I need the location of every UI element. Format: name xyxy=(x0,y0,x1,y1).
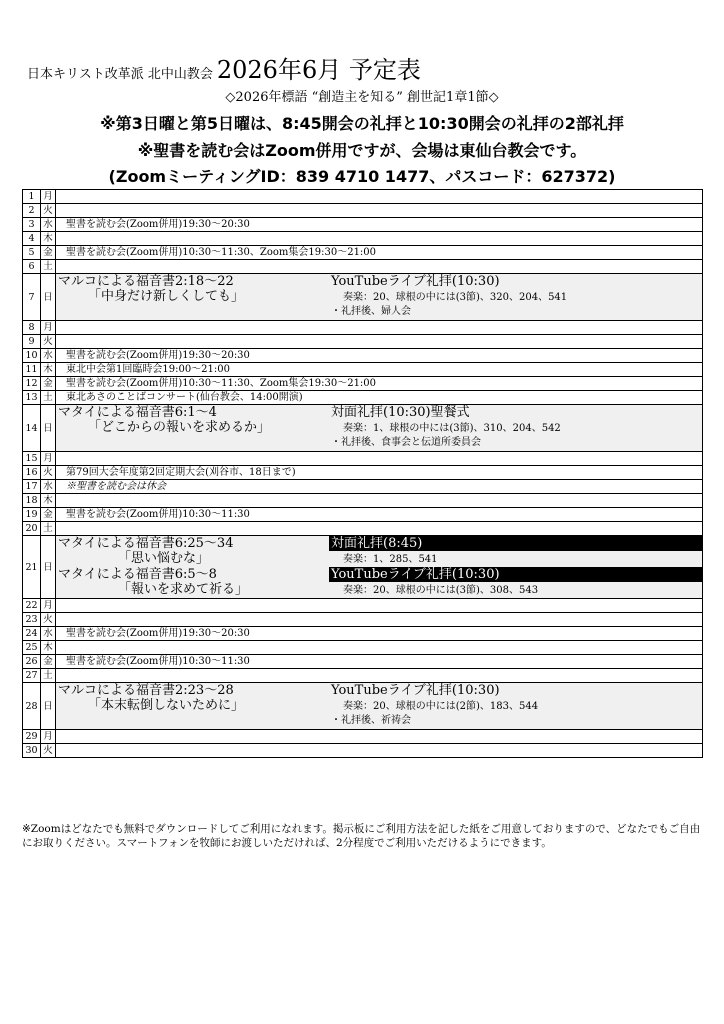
sunday-service-box xyxy=(56,274,702,320)
weekday-cell: 木 xyxy=(41,641,56,655)
service-heading: 対面礼拝(8:45) xyxy=(329,536,703,551)
table-row xyxy=(23,190,703,204)
table-row xyxy=(23,641,703,655)
weekday-cell: 日 xyxy=(41,274,56,321)
table-row xyxy=(23,669,703,683)
table-row xyxy=(23,246,703,260)
day-cell: 19 xyxy=(23,508,41,522)
sunday-service-box xyxy=(56,683,702,729)
notice-bible-study: ※聖書を読む会はZoom併用ですが、会場は東仙台教会です。 xyxy=(137,141,587,160)
weekday-cell: 日 xyxy=(41,536,56,599)
day-cell: 22 xyxy=(23,599,41,613)
day-cell: 16 xyxy=(23,466,41,480)
day-cell: 24 xyxy=(23,627,41,641)
weekday-cell: 土 xyxy=(41,391,56,405)
table-row xyxy=(23,655,703,669)
day-cell: 28 xyxy=(23,683,41,730)
table-row xyxy=(23,613,703,627)
table-row xyxy=(23,218,703,232)
event-cell: ※聖書を読む会は休会 xyxy=(56,480,703,494)
table-row xyxy=(23,232,703,246)
footer-note: ※Zoomはどなたでも無料でダウンロードしてご利用になれます。掲示板にご利用方法を記した紙をご用意しておりますので、どなたでもご自由にお取りください。スマートフォンを牧師にお渡しいただければ、2分程度でご利用いただけるようにできます。 xyxy=(22,823,701,849)
day-cell: 14 xyxy=(23,405,41,452)
weekday-cell: 火 xyxy=(41,613,56,627)
scripture-reference: マルコによる福音書2:18～22 xyxy=(58,274,234,289)
day-cell: 18 xyxy=(23,494,41,508)
notice-zoom-id: (ZoomミーティングID：839 4710 1477、パスコード：627372) xyxy=(108,167,616,186)
day-cell: 29 xyxy=(23,730,41,744)
service-heading: YouTubeライブ礼拝(10:30) xyxy=(331,274,500,289)
table-row xyxy=(23,321,703,335)
event-cell: 東北中会第1回臨時会19:00～21:00 xyxy=(56,363,703,377)
weekday-cell: 金 xyxy=(41,655,56,669)
table-row xyxy=(23,452,703,466)
day-cell: 13 xyxy=(23,391,41,405)
table-row xyxy=(23,522,703,536)
event-cell xyxy=(56,204,703,218)
sunday-service-box xyxy=(56,536,702,598)
event-cell xyxy=(56,321,703,335)
event-cell xyxy=(56,190,703,204)
table-row xyxy=(23,599,703,613)
event-cell xyxy=(56,641,703,655)
service-heading: YouTubeライブ礼拝(10:30) xyxy=(329,567,703,582)
event-cell xyxy=(56,232,703,246)
weekday-cell: 金 xyxy=(41,246,56,260)
day-cell: 2 xyxy=(23,204,41,218)
sunday-service-box xyxy=(56,405,702,451)
day-cell: 1 xyxy=(23,190,41,204)
service-heading: YouTubeライブ礼拝(10:30) xyxy=(331,683,500,698)
day-cell: 30 xyxy=(23,744,41,758)
event-cell: 東北あさのことばコンサート(仙台教会、14:00開演) xyxy=(56,391,703,405)
weekday-cell: 日 xyxy=(41,405,56,452)
weekday-cell: 金 xyxy=(41,508,56,522)
weekday-cell: 月 xyxy=(41,599,56,613)
day-cell: 20 xyxy=(23,522,41,536)
weekday-cell: 土 xyxy=(41,669,56,683)
service-heading: 対面礼拝(10:30)聖餐式 xyxy=(331,405,470,420)
event-cell: 聖書を読む会(Zoom併用)10:30～11:30、Zoom集会19:30～21:00 xyxy=(56,377,703,391)
event-cell xyxy=(56,494,703,508)
day-cell: 11 xyxy=(23,363,41,377)
table-row xyxy=(23,260,703,274)
event-cell: 聖書を読む会(Zoom併用)10:30～11:30 xyxy=(56,655,703,669)
hymn-list: 奏楽：20、球根の中には(3節)、308、543 xyxy=(343,585,539,596)
day-cell: 12 xyxy=(23,377,41,391)
sunday-service-cell xyxy=(56,536,703,599)
weekday-cell: 水 xyxy=(41,218,56,232)
table-row xyxy=(23,391,703,405)
weekday-cell: 火 xyxy=(41,466,56,480)
event-cell: 聖書を読む会(Zoom併用)10:30～11:30 xyxy=(56,508,703,522)
sermon-title: 「中身だけ新しくしても」 xyxy=(88,289,245,304)
weekday-cell: 水 xyxy=(41,627,56,641)
weekday-cell: 月 xyxy=(41,190,56,204)
weekday-cell: 木 xyxy=(41,494,56,508)
day-cell: 7 xyxy=(23,274,41,321)
sunday-service-cell xyxy=(56,683,703,730)
weekday-cell: 火 xyxy=(41,204,56,218)
event-cell: 聖書を読む会(Zoom併用)19:30～20:30 xyxy=(56,349,703,363)
table-row xyxy=(23,204,703,218)
day-cell: 10 xyxy=(23,349,41,363)
weekday-cell: 火 xyxy=(41,335,56,349)
weekday-cell: 土 xyxy=(41,522,56,536)
event-cell xyxy=(56,730,703,744)
weekday-cell: 水 xyxy=(41,349,56,363)
weekday-cell: 木 xyxy=(41,363,56,377)
year-motto: ◇2026年標語 “創造主を知る” 創世記1章1節◇ xyxy=(225,90,499,105)
day-cell: 5 xyxy=(23,246,41,260)
hymn-list: 奏楽：20、球根の中には(3節)、320、204、541 xyxy=(343,292,568,303)
scripture-reference: マルコによる福音書2:23～28 xyxy=(58,683,234,698)
day-cell: 27 xyxy=(23,669,41,683)
weekday-cell: 水 xyxy=(41,480,56,494)
table-row xyxy=(23,335,703,349)
table-row xyxy=(23,349,703,363)
scripture-reference: マタイによる福音書6:5～8 xyxy=(58,567,217,582)
sermon-title: 「本末転倒しないために」 xyxy=(88,698,245,713)
scripture-reference: マタイによる福音書6:25～34 xyxy=(58,536,234,551)
day-cell: 6 xyxy=(23,260,41,274)
sermon-title: 「報いを求めて祈る」 xyxy=(118,582,249,597)
event-cell: 第79回大会年度第2回定期大会(刈谷市、18日まで) xyxy=(56,466,703,480)
hymn-list: 奏楽：1、285、541 xyxy=(343,554,438,565)
event-cell xyxy=(56,522,703,536)
event-cell xyxy=(56,599,703,613)
weekday-cell: 月 xyxy=(41,730,56,744)
header-line xyxy=(27,50,421,85)
weekday-cell: 火 xyxy=(41,744,56,758)
day-cell: 23 xyxy=(23,613,41,627)
event-cell xyxy=(56,335,703,349)
weekday-cell: 金 xyxy=(41,377,56,391)
table-row xyxy=(23,730,703,744)
hymn-list: 奏楽：20、球根の中には(2節)、183、544 xyxy=(343,701,539,712)
day-cell: 25 xyxy=(23,641,41,655)
schedule-table xyxy=(22,189,703,758)
sunday-service-cell xyxy=(56,405,703,452)
hymn-list: 奏楽：1、球根の中には(3節)、310、204、542 xyxy=(343,423,561,434)
page-title: 2026年6月 予定表 xyxy=(216,56,421,84)
day-cell: 21 xyxy=(23,536,41,599)
after-service-note: ・礼拝後、食事会と伝道所委員会 xyxy=(331,437,481,448)
table-row xyxy=(23,508,703,522)
day-cell: 4 xyxy=(23,232,41,246)
day-cell: 3 xyxy=(23,218,41,232)
event-cell xyxy=(56,260,703,274)
event-cell: 聖書を読む会(Zoom併用)19:30～20:30 xyxy=(56,627,703,641)
weekday-cell: 月 xyxy=(41,321,56,335)
sermon-title: 「思い悩むな」 xyxy=(118,551,210,566)
day-cell: 17 xyxy=(23,480,41,494)
event-cell xyxy=(56,744,703,758)
sunday-row xyxy=(23,536,703,599)
after-service-note: ・礼拝後、婦人会 xyxy=(331,306,411,317)
day-cell: 15 xyxy=(23,452,41,466)
event-cell xyxy=(56,452,703,466)
table-row xyxy=(23,466,703,480)
event-cell xyxy=(56,669,703,683)
event-cell xyxy=(56,613,703,627)
church-name: 日本キリスト改革派 北中山教会 xyxy=(27,67,213,82)
table-row xyxy=(23,480,703,494)
sunday-row xyxy=(23,274,703,321)
table-row xyxy=(23,744,703,758)
sunday-row xyxy=(23,405,703,452)
event-cell: 聖書を読む会(Zoom併用)10:30～11:30、Zoom集会19:30～21:00 xyxy=(56,246,703,260)
day-cell: 9 xyxy=(23,335,41,349)
sunday-service-cell xyxy=(56,274,703,321)
weekday-cell: 木 xyxy=(41,232,56,246)
day-cell: 26 xyxy=(23,655,41,669)
sermon-title: 「どこからの報いを求めるか」 xyxy=(88,420,271,435)
scripture-reference: マタイによる福音書6:1～4 xyxy=(58,405,217,420)
sunday-row xyxy=(23,683,703,730)
weekday-cell: 土 xyxy=(41,260,56,274)
table-row xyxy=(23,377,703,391)
notice-worship: ※第3日曜と第5日曜は、8:45開会の礼拝と10:30開会の礼拝の2部礼拝 xyxy=(100,114,624,133)
after-service-note: ・礼拝後、祈祷会 xyxy=(331,715,411,726)
weekday-cell: 日 xyxy=(41,683,56,730)
day-cell: 8 xyxy=(23,321,41,335)
table-row xyxy=(23,627,703,641)
table-row xyxy=(23,494,703,508)
weekday-cell: 月 xyxy=(41,452,56,466)
table-row xyxy=(23,363,703,377)
event-cell: 聖書を読む会(Zoom併用)19:30～20:30 xyxy=(56,218,703,232)
